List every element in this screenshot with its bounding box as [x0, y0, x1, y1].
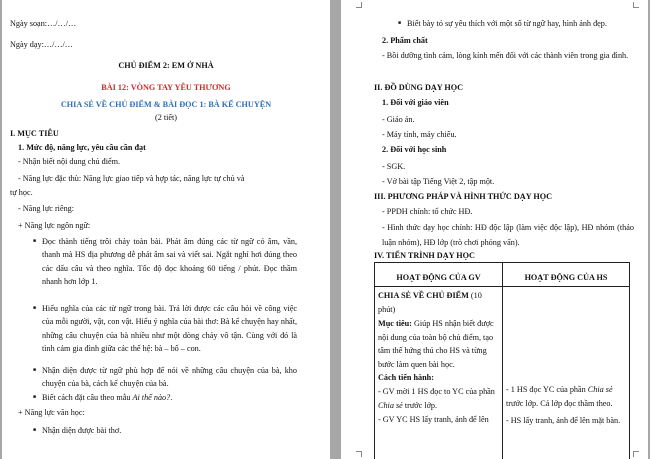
activity-title: CHIA SẺ VỀ CHỦ ĐIỂM: [378, 291, 469, 300]
bullet-item: ■ Hiểu nghĩa của các từ ngữ trong bài. Trả lời được các câu hỏi về công việc của mỗi người, vật, con vật. Hiểu ý nghĩa của bài thơ: Bà kể chuyện hay nhất, những câu chuyện của bà nhiều như một dòng chảy vô tận. Cùng với đó là tình cảm gia đình giữa các thế hệ: bà – bố – con.: [42, 302, 297, 355]
teacher-activity-cell: CHIA SẺ VỀ CHỦ ĐIỂM (10 phút) Mục tiêu: Giúp HS nhận biết được nội dung của toàn bộ chủ điểm, tạo tâm thế hứng thú cho HS và từng bước làm quen bài học. Cách tiến hành: - GV mời 1 HS đọc to YC của phần Chia sẻ trước lớp. - GV YC HS lấy tranh, ảnh để lên: [375, 287, 503, 459]
bullet-item: ■ Nhận diện được bài thơ.: [42, 425, 121, 436]
method-item: - Hình thức dạy học chính: HĐ độc lập (làm việc độc lập), HĐ nhóm (thảo luận nhóm), HĐ lớp (trò chơi phỏng vấn).: [382, 223, 634, 247]
student-activity-cell: - 1 HS đọc YC của phần Chia sẻ trước lớp. Cả lớp đọc thầm theo. - HS lấy tranh, ảnh để lên mặt bàn.: [503, 287, 630, 459]
subsection-teacher: 1. Đối với giáo viên: [382, 98, 449, 107]
bullet-item: ■ Biết cách đặt câu theo mẫu Ai thế nào?.: [42, 392, 172, 403]
procedure-label: Cách tiến hành:: [378, 373, 434, 382]
subsection-competencies: 1. Mức độ, năng lực, yêu cầu cần đạt: [18, 143, 146, 152]
periods: (2 tiết): [154, 113, 178, 122]
subsection-qualities: 2. Phẩm chất: [382, 36, 428, 45]
material-item: - Máy tính, máy chiếu.: [382, 130, 457, 139]
section-methods: III. PHƯƠNG PHÁP VÀ HÌNH THỨC DẠY HỌC: [374, 192, 553, 201]
material-item: - SGK.: [382, 162, 406, 171]
document-page-left: [2, 0, 330, 459]
subsection-student: 2. Đối với học sinh: [382, 145, 447, 154]
lesson-title: BÀI 12: VÒNG TAY YÊU THƯƠNG: [101, 83, 231, 92]
section-objectives: I. MỤC TIÊU: [10, 129, 59, 138]
material-item: - Giáo án.: [382, 115, 415, 124]
theme-title: CHỦ ĐIỂM 2: EM Ở NHÀ: [118, 61, 214, 70]
objective-line: - Nhận biết nội dung chủ điểm.: [18, 157, 121, 166]
table-header-teacher: HOẠT ĐỘNG CỦA GV: [375, 263, 503, 287]
objective-line: + Năng lực văn học:: [18, 408, 85, 417]
margin-marker: [633, 451, 639, 457]
bullet-item: ■ Nhận diện được từ ngữ phù hợp để nói về những câu chuyện của bà, kho chuyện của bà, cách kể chuyện của bà.: [42, 364, 297, 391]
margin-marker: [633, 2, 639, 8]
sublesson-title: CHIA SẺ VỀ CHỦ ĐIỂM & BÀI ĐỌC 1: BÀ KỂ CHUYỆN: [60, 100, 272, 109]
objective-line: - Năng lực riêng:: [18, 204, 75, 213]
lesson-plan-table: [374, 262, 630, 459]
date-taught: Ngày dạy:…/…/…: [10, 40, 73, 49]
objective-line: tự học.: [10, 188, 33, 197]
margin-marker: [356, 451, 362, 457]
method-item: - PPDH chính: tổ chức HĐ.: [382, 207, 473, 216]
section-materials: II. ĐỒ DÙNG DẠY HỌC: [374, 83, 464, 92]
bullet-item: ■ Đọc thành tiếng trôi chảy toàn bài. Phát âm đúng các từ ngữ có âm, vần, thanh mà HS địa phương dễ phát âm sai và viết sai. Ngắt nghỉ hơi đúng theo các dấu câu và theo nghĩa. Tốc độ đọc khoảng 60 tiếng / phút. Đọc thầm nhanh hơn lớp 1.: [42, 235, 297, 288]
date-prepared: Ngày soạn:…/…/…: [10, 19, 77, 28]
section-procedure: IV. TIẾN TRÌNH DẠY HỌC: [374, 251, 475, 260]
objective-line: - Năng lực đặc thù: Năng lực giao tiếp và hợp tác, năng lực tự chủ và: [18, 174, 245, 183]
margin-marker: [356, 2, 362, 8]
material-item: - Vở bài tập Tiếng Việt 2, tập một.: [382, 177, 495, 186]
document-page-right: [341, 0, 648, 459]
objective-line: + Năng lực ngôn ngữ:: [18, 221, 91, 230]
activity-time: (10 phút): [378, 291, 482, 314]
bullet-item: ■ Biết bày tỏ sự yêu thích với một số từ ngữ hay, hình ảnh đẹp.: [407, 18, 607, 29]
qualities-text: - Bồi dưỡng tình cảm, lòng kính mến đối với các thành viên trong gia đình.: [382, 51, 629, 60]
table-header-student: HOẠT ĐỘNG CỦA HS: [503, 263, 630, 287]
